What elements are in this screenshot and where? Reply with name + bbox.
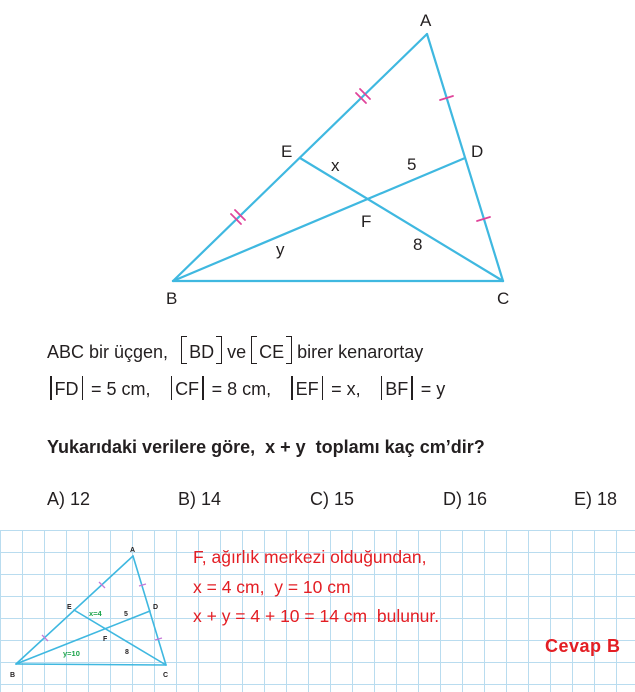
- abs-bar: [82, 376, 84, 400]
- vertex-a: A: [420, 11, 432, 30]
- mini-label-eight: 8: [125, 649, 129, 656]
- segment-ef: EF: [295, 379, 319, 399]
- label-x: x: [331, 156, 340, 175]
- point-e: E: [281, 142, 293, 161]
- option-a[interactable]: A) 12: [47, 489, 91, 509]
- given-median-text: birer kenarortay: [297, 342, 424, 362]
- abs-bar: [171, 376, 173, 400]
- option-d[interactable]: D) 16: [443, 489, 488, 509]
- label-five: 5: [407, 155, 417, 174]
- mini-point-e: E: [67, 604, 72, 611]
- solution-line-1: F, ağırlık merkezi olduğundan,: [193, 547, 427, 567]
- answer-label: Cevap B: [545, 636, 621, 656]
- given-line-2: [47, 376, 445, 400]
- mini-label-y10: y=10: [63, 649, 80, 658]
- segment-cf: CF: [175, 379, 200, 399]
- abs-bar: [202, 376, 204, 400]
- fd-value: = 5 cm,: [91, 379, 151, 399]
- solution-line-2: x = 4 cm, y = 10 cm: [193, 577, 351, 597]
- mini-label-five: 5: [124, 611, 128, 618]
- abs-bar: [291, 376, 293, 400]
- mini-vertex-c: C: [163, 672, 169, 679]
- vertex-c: C: [497, 289, 510, 308]
- cf-value: = 8 cm,: [211, 379, 272, 399]
- mini-point-f: F: [103, 636, 108, 643]
- given-intro: ABC bir üçgen,: [47, 342, 169, 362]
- mini-label-x4: x=4: [89, 609, 102, 618]
- vertex-b: B: [166, 289, 178, 308]
- given-line-1: [47, 336, 423, 364]
- bracket-left: [181, 336, 187, 364]
- mini-side-bc: [16, 664, 166, 665]
- bf-value: = y: [420, 379, 446, 399]
- abs-bar: [322, 376, 324, 400]
- point-f: F: [361, 212, 372, 231]
- abs-bar: [411, 376, 413, 400]
- segment-bf: BF: [385, 379, 409, 399]
- option-c[interactable]: C) 15: [310, 489, 355, 509]
- bracket-right: [216, 336, 222, 364]
- bracket-right: [286, 336, 292, 364]
- triangle-diagram: [0, 0, 635, 320]
- mini-median-bd: [16, 611, 150, 664]
- median-ce: [300, 158, 503, 281]
- question-text: Yukarıdaki verilere göre, x + y toplamı kaç cm’dir?: [47, 437, 485, 457]
- segment-bd: BD: [189, 342, 215, 362]
- abs-bar: [50, 376, 52, 400]
- label-y: y: [276, 240, 285, 259]
- abs-bar: [381, 376, 383, 400]
- option-b[interactable]: B) 14: [178, 489, 222, 509]
- option-e[interactable]: E) 18: [574, 489, 618, 509]
- ef-value: = x,: [331, 379, 361, 399]
- mini-point-d: D: [153, 604, 159, 611]
- point-d: D: [471, 142, 484, 161]
- mini-vertex-b: B: [10, 672, 16, 679]
- segment-fd: FD: [54, 379, 79, 399]
- label-eight: 8: [413, 235, 423, 254]
- solution-line-3: x + y = 4 + 10 = 14 cm bulunur.: [193, 606, 440, 626]
- mini-vertex-a: A: [130, 547, 136, 554]
- median-bd: [173, 158, 465, 281]
- bracket-left: [251, 336, 257, 364]
- mini-triangle-diagram: [0, 535, 190, 692]
- segment-ce: CE: [259, 342, 285, 362]
- word-ve: ve: [227, 342, 247, 362]
